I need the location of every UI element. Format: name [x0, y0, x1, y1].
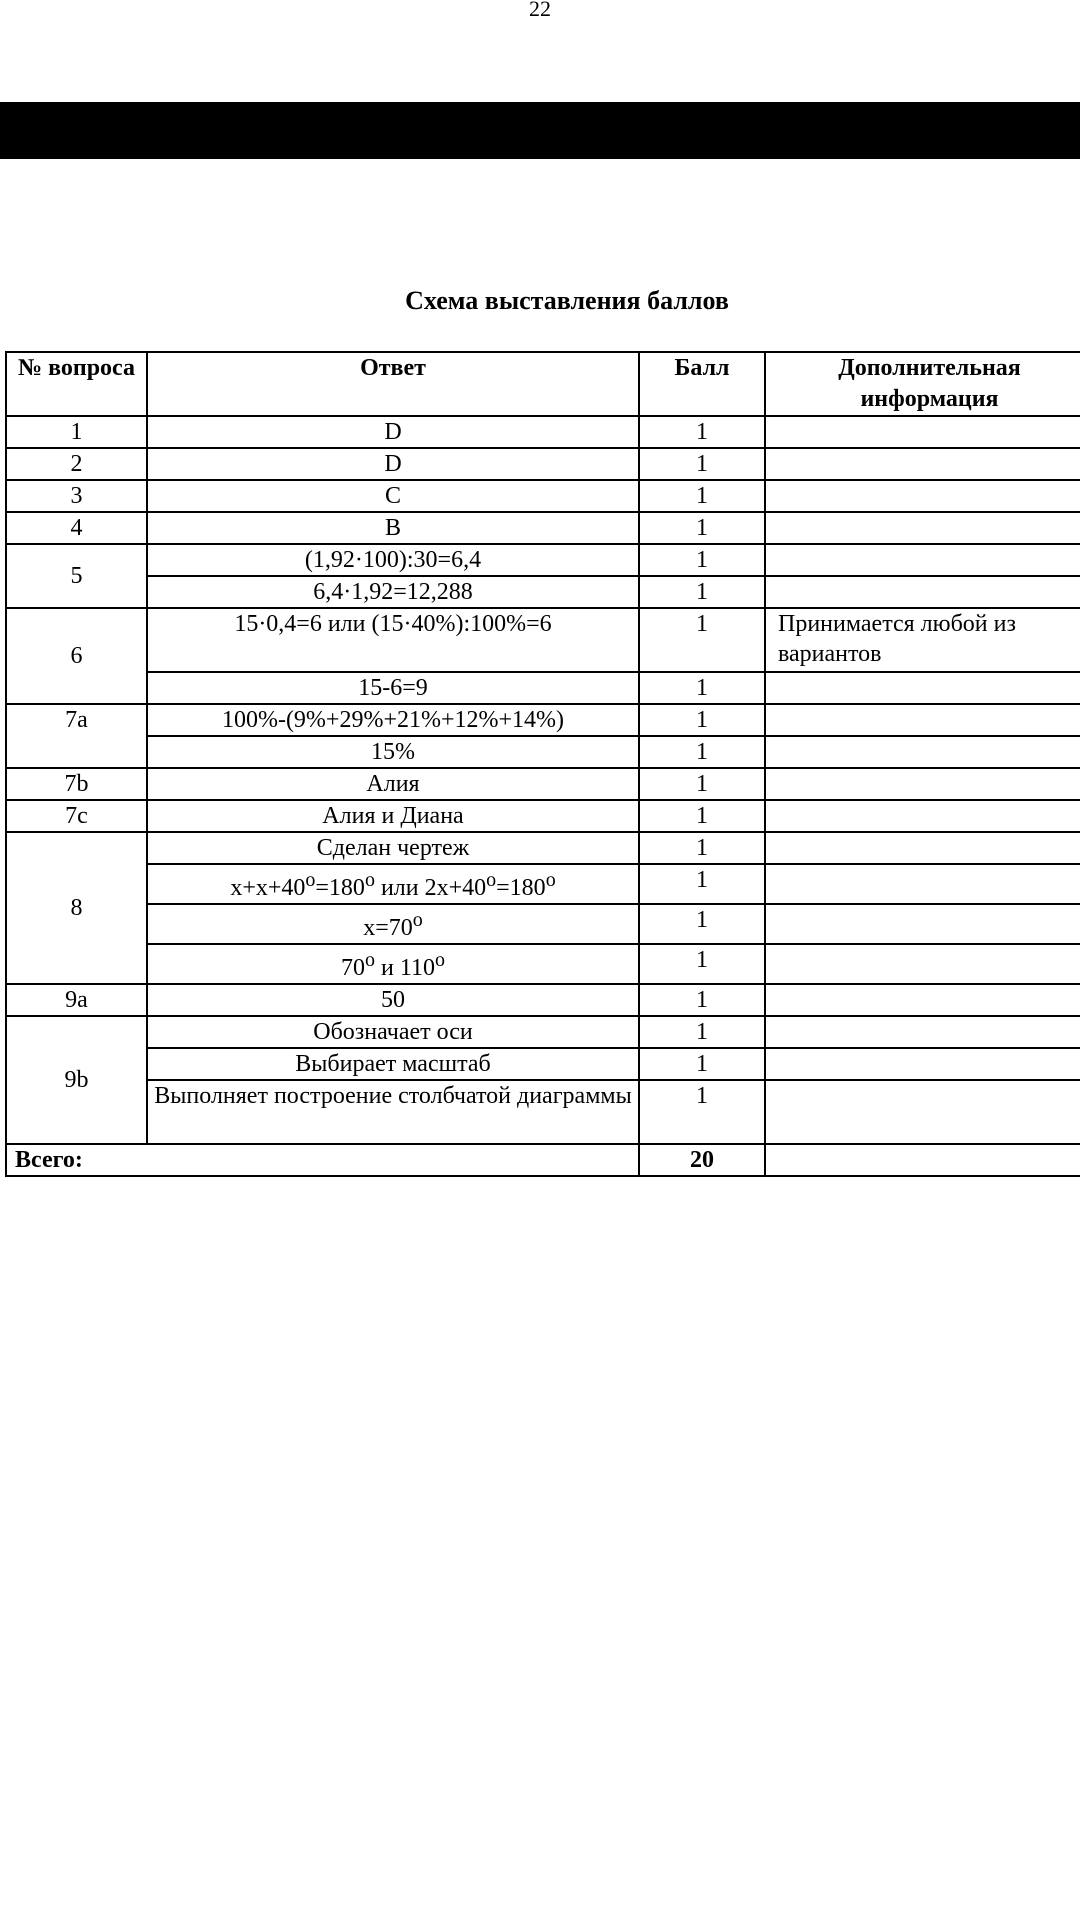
answer-cell: Выбирает масштаб [147, 1048, 639, 1080]
question-number: 4 [6, 512, 147, 544]
info-cell [765, 1144, 1080, 1176]
info-cell: Принимается любой из вариантов [765, 608, 1080, 672]
question-number: 6 [6, 608, 147, 704]
info-cell [765, 704, 1080, 736]
points-cell: 1 [639, 1080, 765, 1144]
table-row [6, 832, 1080, 864]
table-row [6, 480, 1080, 512]
question-number: 7b [6, 768, 147, 800]
answer-cell: 50 [147, 984, 639, 1016]
info-cell [765, 944, 1080, 984]
answer-cell: 100%-(9%+29%+21%+12%+14%) [147, 704, 639, 736]
points-cell: 1 [639, 832, 765, 864]
points-cell: 1 [639, 904, 765, 944]
table-row [6, 1048, 1080, 1080]
points-cell: 1 [639, 736, 765, 768]
table-row [6, 608, 1080, 672]
answer-cell: C [147, 480, 639, 512]
question-number: 8 [6, 832, 147, 984]
table-row [6, 736, 1080, 768]
table-row [6, 864, 1080, 904]
answer-cell: D [147, 448, 639, 480]
degree-mark: o [434, 949, 445, 971]
total-value: 20 [639, 1144, 765, 1176]
answer-text: 70 [341, 955, 366, 981]
info-cell [765, 480, 1080, 512]
header-answer: Ответ [147, 352, 639, 416]
info-cell [765, 800, 1080, 832]
question-number: 9b [6, 1016, 147, 1144]
header-num: № вопроса [6, 352, 147, 416]
info-cell [765, 672, 1080, 704]
black-band [0, 102, 1080, 159]
degree-mark: o [545, 869, 556, 891]
points-cell: 1 [639, 416, 765, 448]
info-cell [765, 1016, 1080, 1048]
table-row [6, 984, 1080, 1016]
table-row [6, 544, 1080, 576]
points-cell: 1 [639, 984, 765, 1016]
points-cell: 1 [639, 608, 765, 672]
points-cell: 1 [639, 448, 765, 480]
degree-mark: o [305, 869, 316, 891]
header-info: Дополнительная информация [765, 352, 1080, 416]
answer-text: x=70 [363, 915, 413, 941]
answer-cell: 15-6=9 [147, 672, 639, 704]
table-row [6, 448, 1080, 480]
table-row [6, 944, 1080, 984]
points-cell: 1 [639, 512, 765, 544]
question-number: 7a [6, 704, 147, 768]
answer-cell: B [147, 512, 639, 544]
degree-mark: o [486, 869, 497, 891]
points-cell: 1 [639, 864, 765, 904]
answer-cell: D [147, 416, 639, 448]
answer-cell: 15·0,4=6 или (15·40%):100%=6 [147, 608, 639, 672]
question-number: 1 [6, 416, 147, 448]
answer-cell [147, 864, 639, 904]
info-cell [765, 736, 1080, 768]
total-label: Всего: [6, 1144, 639, 1176]
info-cell [765, 448, 1080, 480]
points-cell: 1 [639, 768, 765, 800]
table-row [6, 768, 1080, 800]
answer-text: или 2x+40 [374, 875, 487, 901]
answer-cell: 6,4·1,92=12,288 [147, 576, 639, 608]
answer-cell: Выполняет построение столбчатой диаграммы [147, 1080, 639, 1144]
info-cell [765, 768, 1080, 800]
answer-cell: Сделан чертеж [147, 832, 639, 864]
table-row [6, 672, 1080, 704]
header-row [6, 352, 1080, 416]
answer-text: =180 [496, 875, 546, 901]
info-cell [765, 1048, 1080, 1080]
points-cell: 1 [639, 944, 765, 984]
table-row [6, 1016, 1080, 1048]
points-cell: 1 [639, 576, 765, 608]
info-cell [765, 904, 1080, 944]
question-number: 5 [6, 544, 147, 608]
answer-cell: Алия [147, 768, 639, 800]
degree-mark: o [412, 909, 423, 931]
info-cell [765, 544, 1080, 576]
page-number: 22 [529, 0, 551, 21]
degree-mark: o [364, 869, 375, 891]
info-cell [765, 576, 1080, 608]
table-row [6, 576, 1080, 608]
question-number: 3 [6, 480, 147, 512]
degree-mark: o [365, 949, 376, 971]
table-row [6, 704, 1080, 736]
table-row [6, 1080, 1080, 1144]
question-number: 9a [6, 984, 147, 1016]
points-cell: 1 [639, 1016, 765, 1048]
answer-cell: (1,92·100):30=6,4 [147, 544, 639, 576]
answer-text: =180 [315, 875, 365, 901]
answer-text: x+x+40 [230, 875, 306, 901]
points-cell: 1 [639, 480, 765, 512]
header-points: Балл [639, 352, 765, 416]
info-cell [765, 832, 1080, 864]
table-row [6, 800, 1080, 832]
answer-cell [147, 944, 639, 984]
info-cell [765, 416, 1080, 448]
scoring-table [5, 351, 1080, 1177]
points-cell: 1 [639, 704, 765, 736]
answer-cell: Обозначает оси [147, 1016, 639, 1048]
answer-cell [147, 904, 639, 944]
question-number: 2 [6, 448, 147, 480]
points-cell: 1 [639, 1048, 765, 1080]
table-title: Схема выставления баллов [405, 286, 729, 315]
question-number: 7c [6, 800, 147, 832]
answer-cell: Алия и Диана [147, 800, 639, 832]
answer-cell: 15% [147, 736, 639, 768]
points-cell: 1 [639, 672, 765, 704]
table-row [6, 904, 1080, 944]
info-cell [765, 1080, 1080, 1144]
points-cell: 1 [639, 544, 765, 576]
info-cell [765, 984, 1080, 1016]
table-row [6, 512, 1080, 544]
table-row [6, 416, 1080, 448]
info-cell [765, 512, 1080, 544]
total-row [6, 1144, 1080, 1176]
points-cell: 1 [639, 800, 765, 832]
info-cell [765, 864, 1080, 904]
answer-text: и 110 [375, 955, 435, 981]
